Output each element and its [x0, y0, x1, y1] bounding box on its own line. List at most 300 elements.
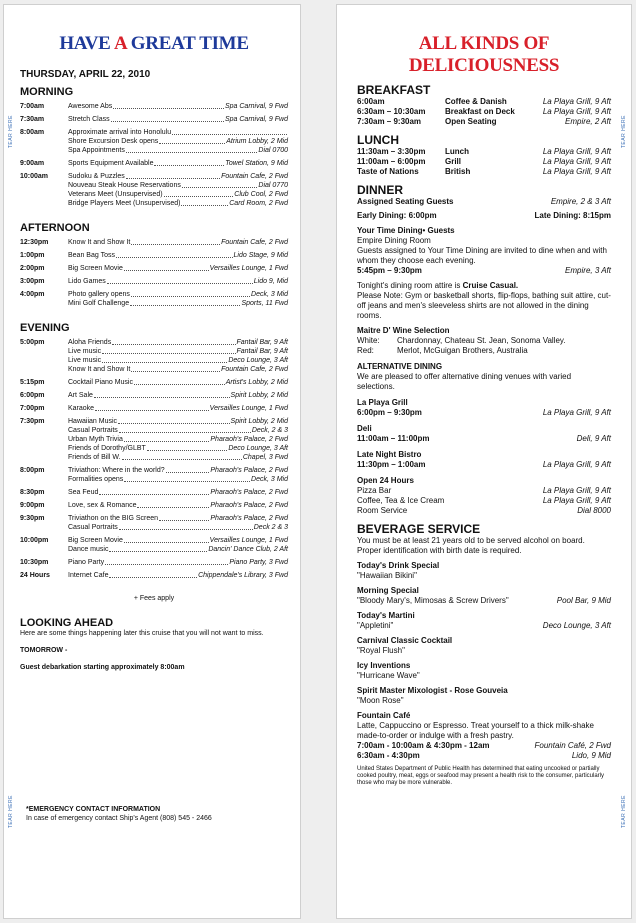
- page-title-line-2: DELICIOUSNESS: [408, 55, 560, 76]
- schedule-item-venue: Lido 9, Mid: [253, 278, 288, 285]
- open-24-item: Pizza Bar: [357, 486, 392, 495]
- schedule-item-name: Photo gallery opens: [68, 291, 130, 298]
- schedule-item-venue: Versailles Lounge, 1 Fwd: [209, 537, 288, 544]
- schedule-item: [68, 435, 288, 444]
- schedule-item: [68, 453, 288, 462]
- open-24-item: Room Service: [357, 506, 408, 515]
- fees-note: + Fees apply: [133, 595, 175, 602]
- dotted-leader: [181, 199, 228, 206]
- meal-row: [357, 107, 611, 117]
- fountain-cafe-heading: Fountain Café: [357, 711, 411, 720]
- dotted-leader: [119, 426, 251, 433]
- open-24-location: La Playa Grill, 9 Aft: [542, 496, 611, 505]
- venue-hours: 11:30pm – 1:00am: [357, 460, 426, 469]
- date-line: THURSDAY, APRIL 22, 2010: [20, 69, 151, 80]
- dotted-leader: [182, 181, 258, 188]
- schedule-item: [68, 523, 288, 532]
- schedule-time: 9:30pm: [20, 515, 45, 522]
- schedule-item: [68, 115, 288, 124]
- schedule-row: [20, 128, 288, 155]
- looking-ahead-heading: LOOKING AHEAD: [20, 617, 114, 629]
- schedule-item-name: Lido Games: [68, 278, 106, 285]
- dotted-leader: [147, 444, 228, 451]
- schedule-item: [68, 426, 288, 435]
- dotted-leader: [113, 102, 224, 109]
- schedule-item: [68, 347, 288, 356]
- meal-name: Lunch: [445, 147, 469, 156]
- lunch-heading: LUNCH: [357, 133, 399, 147]
- schedule-item-venue: Deck, 2 & 3: [251, 427, 288, 434]
- drink-name: "Bloody Mary's, Mimosas & Screw Drivers": [357, 596, 509, 605]
- schedule-item: [68, 444, 288, 453]
- schedule-item-venue: Pharaoh's Palace, 2 Fwd: [210, 436, 288, 443]
- schedule-time: 1:00pm: [20, 252, 45, 259]
- schedule-item-name: Sea Feud: [68, 489, 99, 496]
- schedule-item: [68, 338, 288, 347]
- drink-block: [357, 636, 611, 656]
- your-time-dining-text: Guests assigned to Your Time Dining are invited to dine when and with whom they choose each evening.: [357, 246, 607, 265]
- schedule-item-venue: Spa Carnival, 9 Fwd: [224, 116, 288, 123]
- schedule-item-name: Spa Appointments: [68, 147, 125, 154]
- schedule-time: 24 Hours: [20, 572, 50, 579]
- schedule-item-name: Sudoku & Puzzles: [68, 173, 125, 180]
- schedule-item: [68, 356, 288, 365]
- schedule-item-venue: Card Room, 2 Fwd: [229, 200, 288, 207]
- morning-list: [20, 102, 288, 208]
- schedule-item: [68, 181, 288, 190]
- meal-time: 7:30am – 9:30am: [357, 117, 422, 126]
- dotted-leader: [172, 128, 287, 135]
- schedule-item-venue: Deck 2 & 3: [253, 524, 288, 531]
- schedule-item-name: Veterans Meet (Unsupervised): [68, 191, 163, 198]
- schedule-time: 10:00pm: [20, 537, 49, 544]
- schedule-time: 5:15pm: [20, 379, 45, 386]
- dotted-leader: [137, 501, 209, 508]
- wine-heading: Maitre D' Wine Selection: [357, 326, 450, 335]
- left-page: [3, 4, 301, 919]
- schedule-item-name: Sports Equipment Available: [68, 160, 154, 167]
- open-24-location: Dial 8000: [577, 506, 611, 515]
- dotted-leader: [131, 365, 220, 372]
- open-24-heading: Open 24 Hours: [357, 476, 414, 485]
- dotted-leader: [164, 190, 234, 197]
- meal-row: [357, 117, 611, 127]
- drink-list: [357, 561, 611, 706]
- drink-title: Morning Special: [357, 586, 419, 595]
- drink-title: Icy Inventions: [357, 661, 411, 670]
- schedule-item-name: Aloha Friends: [68, 339, 112, 346]
- schedule-item: [68, 365, 288, 374]
- schedule-row: [20, 238, 288, 247]
- schedule-item: [68, 501, 288, 510]
- schedule-item: [68, 404, 288, 413]
- schedule-item: [68, 159, 288, 168]
- dotted-leader: [131, 290, 250, 297]
- debarkation-text: Guest debarkation starting approximately 8:00am: [20, 664, 185, 671]
- drink-name: "Hawaiian Bikini": [357, 571, 417, 580]
- schedule-row: [20, 251, 288, 260]
- venue-location: La Playa Grill, 9 Aft: [542, 460, 611, 469]
- schedule-time: 2:00pm: [20, 265, 45, 272]
- meal-time: 6:30am – 10:30am: [357, 107, 426, 116]
- morning-heading: MORNING: [20, 86, 74, 98]
- your-time-dining-room: Empire Dining Room: [357, 236, 431, 245]
- wine-white-row: White: Chardonnay, Chateau St. Jean, Sonoma Valley.: [357, 336, 566, 345]
- schedule-item-name: Live music: [68, 357, 102, 364]
- open-24-item: Coffee, Tea & Ice Cream: [357, 496, 445, 505]
- schedule-row: [20, 172, 288, 208]
- schedule-time: 7:30pm: [20, 418, 45, 425]
- venue-location: Deli, 9 Aft: [576, 434, 611, 443]
- schedule-time: 10:00am: [20, 173, 49, 180]
- drink-block: [357, 661, 611, 681]
- schedule-item-venue: Club Cool, 2 Fwd: [234, 191, 288, 198]
- venue-hours: 6:00pm – 9:30pm: [357, 408, 422, 417]
- dotted-leader: [159, 137, 225, 144]
- dotted-leader: [131, 238, 220, 245]
- schedule-item-name: Urban Myth Trivia: [68, 436, 123, 443]
- schedule-item-name: Formalities opens: [68, 476, 124, 483]
- schedule-item: [68, 264, 288, 273]
- schedule-row: [20, 514, 288, 532]
- schedule-item-name: Casual Portraits: [68, 427, 118, 434]
- schedule-row: [20, 536, 288, 554]
- drink-name: "Moon Rose": [357, 696, 404, 705]
- emergency-text: In case of emergency contact Ship's Agent (808) 545 - 2466: [26, 815, 212, 822]
- lunch-list: [357, 147, 611, 177]
- drink-title: Today's Martini: [357, 611, 415, 620]
- schedule-item-name: Karaoke: [68, 405, 95, 412]
- schedule-row: [20, 558, 288, 567]
- schedule-item-name: Triviathon on the BIG Screen: [68, 515, 159, 522]
- schedule-item-name: Bean Bag Toss: [68, 252, 115, 259]
- schedule-item-venue: Piano Party, 3 Fwd: [229, 559, 288, 566]
- schedule-item: [68, 146, 288, 155]
- dotted-leader: [109, 545, 207, 552]
- drink-title: Spirit Master Mixologist - Rose Gouveia: [357, 686, 508, 695]
- schedule-item-name: Nouveau Steak House Reservations: [68, 182, 181, 189]
- schedule-item-venue: Spirit Lobby, 2 Mid: [230, 392, 288, 399]
- schedule-time: 9:00am: [20, 160, 45, 167]
- meal-name: Grill: [445, 157, 462, 166]
- schedule-item: [68, 199, 288, 208]
- schedule-item-name: Friends of Dorothy/GLBT: [68, 445, 146, 452]
- schedule-time: 8:00am: [20, 129, 45, 136]
- venue-hours: 11:00am – 11:00pm: [357, 434, 430, 443]
- schedule-row: [20, 571, 288, 580]
- open-24-row: [357, 506, 611, 516]
- schedule-item-venue: Sports, 11 Fwd: [241, 300, 288, 307]
- right-page: [336, 4, 632, 919]
- schedule-item-venue: Pharaoh's Palace, 2 Fwd: [210, 515, 288, 522]
- schedule-row: [20, 338, 288, 374]
- dotted-leader: [99, 488, 209, 495]
- open-24-list: [357, 486, 611, 516]
- schedule-time: 8:30pm: [20, 489, 45, 496]
- schedule-item: [68, 466, 288, 475]
- meal-location: La Playa Grill, 9 Aft: [542, 167, 611, 176]
- schedule-row: [20, 378, 288, 387]
- meal-location: La Playa Grill, 9 Aft: [542, 157, 611, 166]
- dinner-heading: DINNER: [357, 183, 404, 197]
- meal-name: Coffee & Danish: [445, 97, 507, 106]
- schedule-item: [68, 536, 288, 545]
- schedule-time: 3:00pm: [20, 278, 45, 285]
- evening-list: [20, 338, 288, 580]
- page-title-line-1: ALL KINDS OF: [418, 33, 550, 54]
- venue-block: [357, 450, 611, 470]
- venue-name: Deli: [357, 424, 372, 433]
- meal-name: British: [445, 167, 471, 176]
- schedule-item-venue: Lido Stage, 9 Mid: [233, 252, 288, 259]
- tear-here-label: TEAR HERE: [621, 115, 627, 149]
- schedule-time: 5:00pm: [20, 339, 45, 346]
- beverage-heading: BEVERAGE SERVICE: [357, 522, 481, 536]
- schedule-item-name: Mini Golf Challenge: [68, 300, 130, 307]
- schedule-item-venue: Artist's Lobby, 2 Mid: [225, 379, 288, 386]
- schedule-item-venue: Fountain Cafe, 2 Fwd: [221, 239, 288, 246]
- meal-name: Breakfast on Deck: [445, 107, 515, 116]
- tear-here-label: TEAR HERE: [8, 795, 14, 829]
- evening-heading: EVENING: [20, 322, 70, 334]
- dotted-leader: [94, 391, 230, 398]
- schedule-item: [68, 137, 288, 146]
- afternoon-heading: AFTERNOON: [20, 222, 90, 234]
- schedule-item-venue: Pharaoh's Palace, 2 Fwd: [210, 489, 288, 496]
- schedule-item-venue: Versailles Lounge, 1 Fwd: [209, 265, 288, 272]
- dotted-leader: [126, 172, 220, 179]
- schedule-item-venue: Spa Carnival, 9 Fwd: [224, 103, 288, 110]
- schedule-item-name: Casual Portraits: [68, 524, 118, 531]
- schedule-item: [68, 475, 288, 484]
- schedule-item: [68, 172, 288, 181]
- schedule-item-venue: Fountain Cafe, 2 Fwd: [221, 173, 288, 180]
- schedule-time: 7:00pm: [20, 405, 45, 412]
- your-time-dining-hours: 5:45pm – 9:30pm Empire, 3 Aft: [357, 266, 611, 275]
- schedule-item: [68, 190, 288, 199]
- schedule-time: 7:30am: [20, 116, 45, 123]
- schedule-item-name: Stretch Class: [68, 116, 110, 123]
- schedule-item-name: Dance music: [68, 546, 109, 553]
- schedule-item: [68, 299, 288, 308]
- schedule-row: [20, 488, 288, 497]
- wine-red-row: Red: Merlot, McGuigan Brothers, Australia: [357, 346, 528, 355]
- dotted-leader: [122, 453, 242, 460]
- schedule-row: [20, 404, 288, 413]
- drink-name: "Hurricane Wave": [357, 671, 420, 680]
- schedule-item-venue: Fantail Bar, 9 Aft: [236, 339, 288, 346]
- schedule-row: [20, 102, 288, 111]
- schedule-row: [20, 501, 288, 510]
- venue-name: La Playa Grill: [357, 398, 408, 407]
- schedule-item-name: Big Screen Movie: [68, 537, 123, 544]
- schedule-row: [20, 277, 288, 286]
- schedule-time: 7:00am: [20, 103, 45, 110]
- fountain-cafe-hours-1: 7:00am - 10:00am & 4:30pm - 12am Fountain Café, 2 Fwd: [357, 741, 611, 750]
- venue-list: [357, 398, 611, 470]
- meal-time: 11:30am – 3:30pm: [357, 147, 426, 156]
- schedule-item-name: Hawaiian Music: [68, 418, 118, 425]
- schedule-item-name: Love, sex & Romance: [68, 502, 137, 509]
- drink-location: Deco Lounge, 3 Aft: [542, 621, 611, 630]
- schedule-item-venue: Dial 0770: [258, 182, 288, 189]
- schedule-row: [20, 264, 288, 273]
- meal-location: La Playa Grill, 9 Aft: [542, 147, 611, 156]
- meal-location: La Playa Grill, 9 Aft: [542, 97, 611, 106]
- schedule-time: 6:00pm: [20, 392, 45, 399]
- tear-here-label: TEAR HERE: [8, 115, 14, 149]
- your-time-dining-heading: Your Time Dining• Guests: [357, 226, 455, 235]
- schedule-item: [68, 102, 288, 111]
- open-24-location: La Playa Grill, 9 Aft: [542, 486, 611, 495]
- schedule-item-venue: Deco Lounge, 3 Aft: [228, 357, 288, 364]
- venue-block: [357, 424, 611, 444]
- emergency-heading: *EMERGENCY CONTACT INFORMATION: [26, 806, 161, 813]
- drink-name: "Appletini": [357, 621, 394, 630]
- dotted-leader: [111, 115, 224, 122]
- meal-row: [357, 147, 611, 157]
- schedule-row: [20, 466, 288, 484]
- attire-note: Please Note: Gym or basketball shorts, flip-flops, bathing suit attire, cut-off jeans and men's sleeveless shirts are not allowed in the dining rooms.: [357, 291, 611, 320]
- meal-row: [357, 157, 611, 167]
- meal-name: Open Seating: [445, 117, 497, 126]
- schedule-row: [20, 159, 288, 168]
- drink-title: Carnival Classic Cocktail: [357, 636, 453, 645]
- afternoon-list: [20, 238, 288, 308]
- schedule-row: [20, 290, 288, 308]
- venue-name: Late Night Bistro: [357, 450, 422, 459]
- assigned-seating-row: Assigned Seating Guests Empire, 2 & 3 Aft: [357, 197, 611, 206]
- beverage-text: You must be at least 21 years old to be served alcohol on board. Proper identification with birth date is required.: [357, 536, 585, 555]
- breakfast-list: [357, 97, 611, 127]
- schedule-item-name: Friends of Bill W.: [68, 454, 121, 461]
- schedule-item-venue: Versailles Lounge, 1 Fwd: [209, 405, 288, 412]
- meal-location: Empire, 2 Aft: [565, 117, 611, 126]
- schedule-item-name: Piano Party: [68, 559, 105, 566]
- breakfast-heading: BREAKFAST: [357, 83, 431, 97]
- dotted-leader: [102, 356, 227, 363]
- dotted-leader: [126, 146, 258, 153]
- fountain-cafe-hours-2: 6:30am - 4:30pm Lido, 9 Mid: [357, 751, 611, 760]
- schedule-item-name: Triviathon: Where in the world?: [68, 467, 165, 474]
- schedule-item-venue: Towel Station, 9 Mid: [225, 160, 288, 167]
- schedule-item-venue: Deck, 3 Mid: [251, 476, 288, 483]
- schedule-item-venue: Chippendale's Library, 3 Fwd: [198, 572, 288, 579]
- open-24-row: [357, 486, 611, 496]
- dotted-leader: [124, 435, 210, 442]
- drink-location: Pool Bar, 9 Mid: [556, 596, 611, 605]
- attire-line: Tonight's dining room attire is Cruise Casual.: [357, 281, 519, 290]
- schedule-item: [68, 545, 288, 554]
- schedule-item: [68, 514, 288, 523]
- dotted-leader: [102, 347, 235, 354]
- schedule-item-venue: Deck, 3 Mid: [251, 291, 288, 298]
- schedule-item: [68, 238, 288, 247]
- schedule-item-name: Know It and Show It: [68, 366, 131, 373]
- tomorrow-label: TOMORROW -: [20, 647, 68, 654]
- looking-ahead-text: Here are some things happening later this cruise that you will not want to miss.: [20, 630, 264, 637]
- schedule-item-venue: Fantail Bar, 9 Aft: [236, 348, 288, 355]
- dotted-leader: [124, 536, 209, 543]
- drink-block: [357, 561, 611, 581]
- schedule-item-venue: Chapel, 3 Fwd: [242, 454, 288, 461]
- schedule-item-venue: Fountain Cafe, 2 Fwd: [221, 366, 288, 373]
- drink-block: [357, 611, 611, 631]
- dotted-leader: [166, 466, 210, 473]
- schedule-row: [20, 417, 288, 462]
- schedule-item: [68, 488, 288, 497]
- meal-time: 11:00am – 6:00pm: [357, 157, 426, 166]
- schedule-time: 12:30pm: [20, 239, 49, 246]
- health-disclaimer: United States Department of Public Health has determined that eating uncooked or partially cooked poultry, meat, eggs or seafood may present a health risk to the consumer, particularly those who may be more vulnerable.: [357, 766, 605, 786]
- schedule-item-name: Art Sale: [68, 392, 93, 399]
- alternative-dining-text: We are pleased to offer alternative dining venues with varied selections.: [357, 372, 572, 391]
- meal-time: 6:00am: [357, 97, 385, 106]
- dotted-leader: [119, 523, 253, 530]
- schedule-item: [68, 417, 288, 426]
- dotted-leader: [159, 514, 209, 521]
- schedule-item-name: Live music: [68, 348, 102, 355]
- meal-location: La Playa Grill, 9 Aft: [542, 107, 611, 116]
- schedule-item-venue: Dial 0700: [258, 147, 288, 154]
- meal-row: [357, 167, 611, 177]
- schedule-item: [68, 558, 288, 567]
- schedule-item-name: Shore Excursion Desk opens: [68, 138, 159, 145]
- drink-title: Today's Drink Special: [357, 561, 440, 570]
- meal-row: [357, 97, 611, 107]
- alternative-dining-heading: ALTERNATIVE DINING: [357, 362, 443, 371]
- schedule-item-venue: Pharaoh's Palace, 2 Fwd: [210, 502, 288, 509]
- schedule-item-name: Know It and Show It: [68, 239, 131, 246]
- schedule-item: [68, 391, 288, 400]
- schedule-item: [68, 571, 288, 580]
- schedule-item-name: Internet Cafe: [68, 572, 109, 579]
- dotted-leader: [107, 277, 253, 284]
- schedule-time: 4:00pm: [20, 291, 45, 298]
- dotted-leader: [118, 417, 230, 424]
- schedule-item-venue: Deco Lounge, 3 Aft: [228, 445, 288, 452]
- dotted-leader: [112, 338, 235, 345]
- page-title: HAVE A GREAT TIME: [59, 33, 249, 54]
- schedule-time: 9:00pm: [20, 502, 45, 509]
- schedule-item-venue: Dancin' Dance Club, 2 Aft: [208, 546, 288, 553]
- dotted-leader: [130, 299, 240, 306]
- schedule-row: [20, 115, 288, 124]
- dotted-leader: [124, 264, 209, 271]
- open-24-row: [357, 496, 611, 506]
- drink-name: "Royal Flush": [357, 646, 405, 655]
- schedule-item-venue: Atrium Lobby, 2 Mid: [226, 138, 288, 145]
- schedule-row: [20, 391, 288, 400]
- schedule-item-name: Cocktail Piano Music: [68, 379, 133, 386]
- schedule-time: 10:30pm: [20, 559, 49, 566]
- fountain-cafe-text: Latte, Cappuccino or Espresso. Treat yourself to a thick milk-shake made-to-order or indulge with a fresh pastry.: [357, 721, 594, 740]
- venue-block: [357, 398, 611, 418]
- schedule-item: [68, 290, 288, 299]
- dining-times-row: Early Dining: 6:00pm Late Dining: 8:15pm: [357, 211, 611, 220]
- drink-block: [357, 586, 611, 606]
- dotted-leader: [109, 571, 197, 578]
- schedule-item-name: Big Screen Movie: [68, 265, 123, 272]
- schedule-item: [68, 251, 288, 260]
- schedule-item: [68, 277, 288, 286]
- meal-time: Taste of Nations: [357, 167, 419, 176]
- schedule-item-name: Bridge Players Meet (Unsupervised): [68, 200, 181, 207]
- schedule-time: 8:00pm: [20, 467, 45, 474]
- dotted-leader: [124, 475, 250, 482]
- dotted-leader: [95, 404, 209, 411]
- drink-block: [357, 686, 611, 706]
